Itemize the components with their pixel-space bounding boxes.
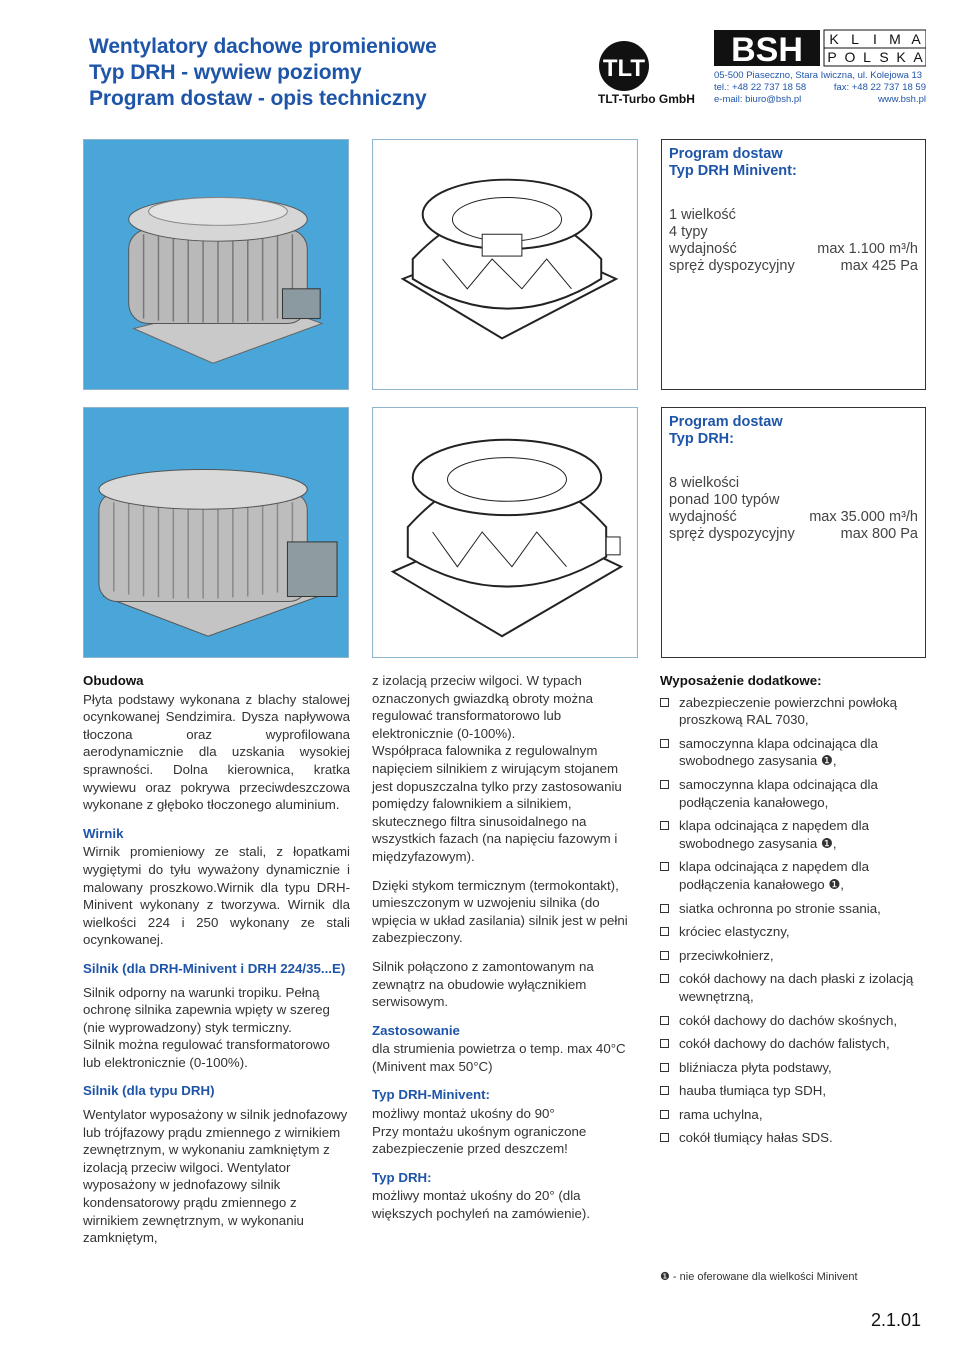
paragraph: dla strumienia powietrza o temp. max 40°C (Minivent max 50°C)	[372, 1041, 626, 1074]
spec-title: Program dostaw	[669, 146, 783, 162]
klima-letter: M	[889, 31, 901, 47]
spec-title: Program dostaw	[669, 414, 783, 430]
bsh-klima-logo	[714, 28, 926, 68]
spec-pressure-label: spręż dyspozycyjny	[669, 258, 795, 274]
list-item: klapa odcinająca z napędem dla swobodnego zasysania ❶,	[660, 817, 926, 852]
checkbox-icon	[660, 1110, 669, 1119]
checkbox-icon	[660, 1016, 669, 1025]
title-line-3: Program dostaw - opis techniczny	[89, 87, 427, 110]
spec-flow-value: max 35.000 m³/h	[809, 509, 918, 525]
paragraph: możliwy montaż ukośny do 20° (dla większych pochyleń na zamówienie).	[372, 1188, 591, 1222]
checkbox-icon	[660, 974, 669, 983]
fax: fax: +48 22 737 18 59	[833, 82, 926, 93]
paragraph: Silnik odporny na warunki tropiku. Pełną ochronę silnika zapewnia wpięty w szereg (nie wyprowadzony) styk termiczny.	[83, 984, 330, 1035]
bsh-logo-text: BSH	[731, 31, 803, 68]
spec-flow-value: max 1.100 m³/h	[817, 241, 918, 257]
spec-pressure-value: max 425 Pa	[840, 258, 918, 274]
klima-letter: A	[911, 31, 921, 47]
phone: tel.: +48 22 737 18 58	[714, 82, 807, 93]
checkbox-icon	[660, 739, 669, 748]
list-item: przeciwkołnierz,	[660, 947, 926, 965]
website-link[interactable]: www.bsh.pl	[877, 94, 926, 105]
checkbox-icon	[660, 1133, 669, 1142]
paragraph: Dzięki stykom termicznym (termokontakt), umieszczonym w uzwojeniu silnika (do wpięcia w układ zasilania) silnik jest w pełni zabezpieczony.	[372, 877, 628, 946]
polska-letter: A	[913, 49, 923, 65]
address: 05-500 Piaseczno, Stara Iwiczna, ul. Kolejowa 13	[714, 70, 923, 81]
list-item: samoczynna klapa odcinająca dla podłączenia kanałowego,	[660, 776, 926, 811]
checkbox-icon	[660, 1086, 669, 1095]
checkbox-icon	[660, 780, 669, 789]
checkbox-icon	[660, 698, 669, 707]
polska-letter: L	[863, 49, 871, 65]
section-heading: Wirnik	[83, 825, 124, 841]
spec-line: ponad 100 typów	[669, 492, 780, 508]
list-item: króciec elastyczny,	[660, 923, 926, 941]
minivent-spec-box	[661, 139, 926, 390]
section-heading: Obudowa	[83, 673, 144, 688]
klima-letter: K	[829, 31, 839, 47]
paragraph: Płyta podstawy wykonana z blachy stalowej ocynkowanej Sendzimira. Dysza napływowa tłoczona oraz wyprofilowana aerodynamicznie dla uzskania wysokiej sprawności. Dolna kierownica, kratka wywiewu oraz pokrywa przeciwdeszczowa wykonane z głęboko tłoczonego aluminium.	[83, 691, 350, 813]
section-heading: Typ DRH-Minivent:	[372, 1087, 490, 1103]
contact-info	[714, 70, 926, 106]
polska-letter: O	[844, 49, 856, 65]
paragraph: Silnik połączono z zamontowanym na zewnątrz na obudowie wyłącznikiem serwisowym.	[372, 958, 594, 1010]
accessories-list	[660, 694, 926, 1147]
paragraph: z izolacją przeciw wilgoci. W typach oznaczonych gwiazdką obroty można regulować transformatorowo lub elektronicznie (0-100%).	[372, 673, 593, 741]
tlt-logo-text: TLT	[602, 55, 646, 82]
minivent-photo	[83, 139, 349, 390]
spec-pressure-value: max 800 Pa	[840, 526, 918, 542]
page-number: 2.1.01	[871, 1310, 922, 1330]
spec-line: 4 typy	[669, 224, 708, 240]
list-item: cokół tłumiący hałas SDS.	[660, 1129, 926, 1147]
list-item: bliźniacza płyta podstawy,	[660, 1059, 926, 1077]
section-heading: Typ DRH:	[372, 1169, 432, 1185]
section-heading: Wyposażenie dodatkowe:	[660, 673, 822, 688]
paragraph: Przy montażu ukośnym ograniczone zabezpieczenie przed deszczem!	[372, 1123, 587, 1157]
column-2	[372, 672, 638, 1223]
section-heading: Zastosowanie	[372, 1022, 460, 1038]
list-item: hauba tłumiąca typ SDH,	[660, 1082, 926, 1100]
column-3	[660, 672, 926, 1153]
title-line-1: Wentylatory dachowe promieniowe	[89, 35, 437, 58]
drh-drawing	[372, 407, 638, 658]
minivent-drawing	[372, 139, 638, 390]
footnote: ❶ - nie oferowane dla wielkości Minivent	[660, 1271, 858, 1283]
list-item: zabezpieczenie powierzchni powłoką proszkową RAL 7030,	[660, 694, 926, 729]
spec-pressure-label: spręż dyspozycyjny	[669, 526, 795, 542]
checkbox-icon	[660, 1063, 669, 1072]
polska-letter: P	[827, 49, 837, 65]
spec-flow-label: wydajność	[669, 241, 737, 257]
klima-letter: L	[851, 31, 859, 47]
list-item: cokół dachowy na dach płaski z izolacją wewnętrzną,	[660, 970, 926, 1005]
paragraph: możliwy montaż ukośny do 90°	[372, 1106, 555, 1122]
checkbox-icon	[660, 862, 669, 871]
title-line-2: Typ DRH - wywiew poziomy	[89, 61, 362, 84]
paragraph: Wirnik promieniowy ze stali, z łopatkami wygiętymi do tyłu wyważony dynamicznie i malowany proszkowo.Wirnik dla typu DRH-Minivent wykonany z tworzywa. Wirnik dla wielkości 224 i 250 wykonany ze stali ocynkowanej.	[83, 844, 350, 948]
tlt-company-name: TLT-Turbo GmbH	[598, 92, 695, 106]
list-item: klapa odcinająca z napędem dla podłączenia kanałowego ❶,	[660, 858, 926, 893]
document-title	[89, 34, 489, 112]
drh-photo	[83, 407, 349, 658]
checkbox-icon	[660, 821, 669, 830]
polska-letter: K	[896, 49, 906, 65]
checkbox-icon	[660, 951, 669, 960]
list-item: cokół dachowy do dachów falistych,	[660, 1035, 926, 1053]
spec-subtitle: Typ DRH Minivent:	[669, 163, 797, 179]
spec-line: 8 wielkości	[669, 475, 740, 491]
email-link[interactable]: e-mail: biuro@bsh.pl	[714, 94, 802, 105]
paragraph: Współpraca falownika z regulowalnym napięciem silnikiem z wirującym stojanem jest dopuszczalna tylko przy zastosowaniu pomiędzy falownikiem a silnikiem, skutecznego filtra sinusoidalnego na wszystkich fazach (na napięciu fazowym i międzyfazowym).	[372, 743, 622, 864]
checkbox-icon	[660, 1039, 669, 1048]
drh-spec-box	[661, 407, 926, 658]
section-heading: Silnik (dla DRH-Minivent i DRH 224/35...E)	[83, 960, 346, 976]
paragraph: Silnik można regulować transformatorowo lub elektronicznie (0-100%).	[83, 1037, 330, 1070]
checkbox-icon	[660, 904, 669, 913]
column-1	[83, 672, 350, 1247]
klima-letter: I	[873, 31, 877, 47]
spec-flow-label: wydajność	[669, 509, 737, 525]
spec-line: 1 wielkość	[669, 207, 736, 223]
checkbox-icon	[660, 927, 669, 936]
polska-letter: S	[879, 49, 889, 65]
spec-subtitle: Typ DRH:	[669, 431, 734, 447]
list-item: rama uchylna,	[660, 1106, 926, 1124]
list-item: siatka ochronna po stronie ssania,	[660, 900, 926, 918]
section-heading: Silnik (dla typu DRH)	[83, 1083, 215, 1099]
list-item: cokół dachowy do dachów skośnych,	[660, 1012, 926, 1030]
list-item: samoczynna klapa odcinająca dla swobodnego zasysania ❶,	[660, 735, 926, 770]
paragraph: Wentylator wyposażony w silnik jednofazowy lub trójfazowy prądu zmiennego z wirnikiem zewnętrznym, w wykonaniu zamkniętym z izolacją przeciw wilgoci. Wentylator wyposażony w jednofazowy silnik kondensatorowy prądu zmiennego z wirnikiem zewnętrznym, w wykonaniu zamkniętym,	[83, 1107, 348, 1246]
